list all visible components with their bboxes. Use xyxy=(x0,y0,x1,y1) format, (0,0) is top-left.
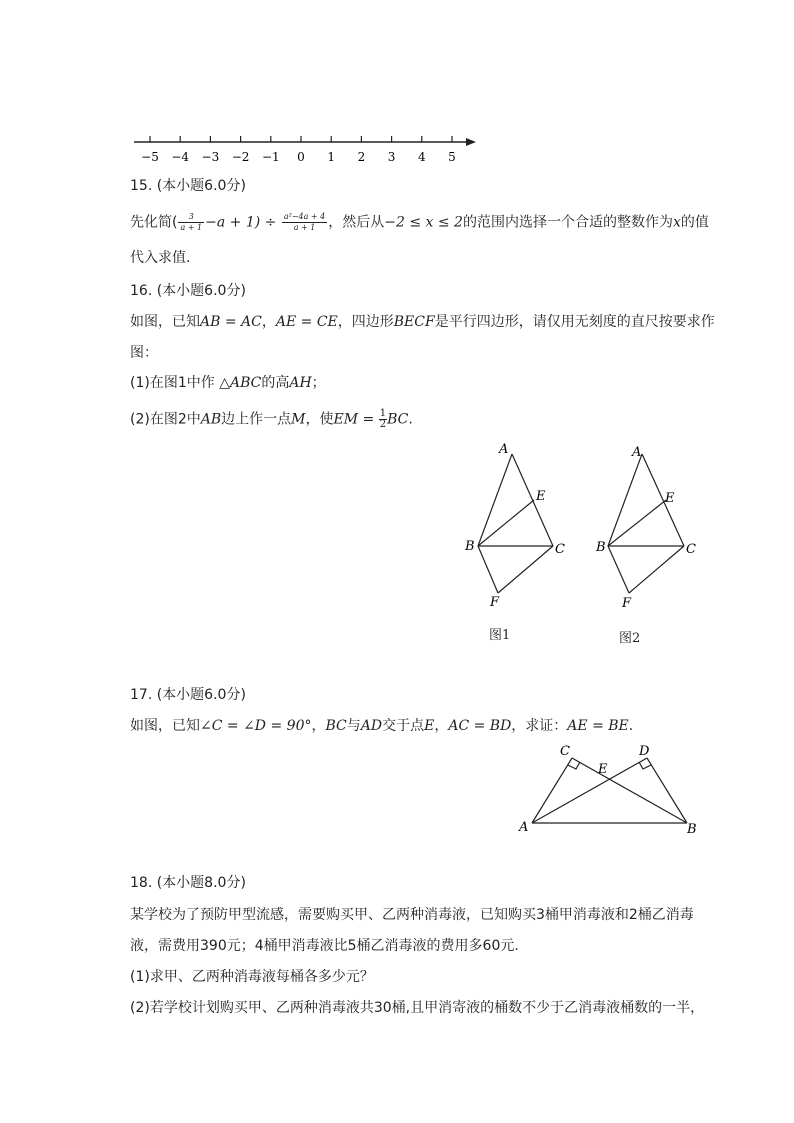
q16-part1: (1)在图1中作 △ABC的高AH； xyxy=(130,375,326,391)
q18-line1: 某学校为了预防甲型流感，需要购买甲、乙两种消毒液，已知购买3桶甲消毒液和2桶乙消毒 xyxy=(130,907,694,923)
fig1-label-a: A xyxy=(499,442,509,457)
half-fraction: $\frac{1}{2}$ xyxy=(379,408,387,430)
q17-line: 如图，已知∠C = ∠D = 90°，BC与AD交于点E，AC = BD，求证：AE = BE. xyxy=(130,718,634,734)
number-line-label: 4 xyxy=(417,150,426,164)
q17-header: 17. (本小题6.0分) xyxy=(130,687,246,703)
number-line-label: 5 xyxy=(448,150,456,164)
q18-line3: (1)求甲、乙两种消毒液每桶各多少元？ xyxy=(130,969,374,985)
q15-line2: 代入求值. xyxy=(130,250,191,266)
fig3-label-b: B xyxy=(687,822,697,837)
fig2-caption: 图2 xyxy=(619,631,641,646)
q17-figure xyxy=(512,738,702,838)
q16-line1: 如图，已知AB = AC，AE = CE，四边形BECF是平行四边形，请仅用无刻度的直尺按要求作 xyxy=(130,314,715,330)
q16-figure-2 xyxy=(592,438,702,613)
fig3-label-d: D xyxy=(639,744,650,759)
q18-line2: 液，需费用390元；4桶甲消毒液比5桶乙消毒液的费用多60元. xyxy=(130,938,519,954)
fig1-label-b: B xyxy=(465,539,475,554)
number-line-label: −1 xyxy=(261,150,280,164)
fig3-label-a: A xyxy=(519,820,529,835)
fig2-label-f: F xyxy=(622,596,632,611)
q15-header: 15. (本小题6.0分) xyxy=(130,178,246,194)
number-line-label: 3 xyxy=(387,150,396,164)
q16-part2: (2)在图2中AB边上作一点M，使EM = $\frac{1}{2}$ BC. xyxy=(130,408,413,430)
fig1-label-c: C xyxy=(555,542,565,557)
number-line-label: −2 xyxy=(231,150,250,164)
fig2-label-a: A xyxy=(632,445,642,460)
number-line-label: 2 xyxy=(357,150,366,164)
fig3-label-e: E xyxy=(598,762,608,777)
fig2-label-b: B xyxy=(596,540,606,555)
fig2-label-e: E xyxy=(665,491,675,506)
fig3-label-c: C xyxy=(560,744,570,759)
q16-figure-1 xyxy=(460,438,570,613)
fig1-caption: 图1 xyxy=(489,628,511,643)
fig1-label-f: F xyxy=(490,595,500,610)
number-line-label: −5 xyxy=(141,150,159,164)
fig1-label-e: E xyxy=(536,489,546,504)
q15-line1: 先化简( $\frac{3}{a + 1}$ −a + 1) ÷ $\frac{\text{a²−4a + 4}}{a + 1}$ ，然后从−2 ≤ x ≤ 2的范围内选择一个合适的整数作为x的值 xyxy=(130,212,709,232)
q15-fraction-1: $\frac{3}{a + 1}$ xyxy=(180,212,203,232)
number-line-label: 1 xyxy=(327,150,336,164)
q16-line2: 图： xyxy=(130,345,158,361)
number-line-label: 0 xyxy=(297,150,305,164)
q16-header: 16. (本小题6.0分) xyxy=(130,283,246,299)
number-line xyxy=(130,130,490,170)
number-line-label: −4 xyxy=(171,150,190,164)
q15-fraction-2: $\frac{\text{a²−4a + 4}}{a + 1}$ xyxy=(283,212,326,232)
q18-header: 18. (本小题8.0分) xyxy=(130,875,246,891)
number-line-label: −3 xyxy=(201,150,220,164)
fig2-label-c: C xyxy=(686,542,696,557)
q18-line4: (2)若学校计划购买甲、乙两种消毒液共30桶,且甲消寄液的桶数不少于乙消毒液桶数的一半， xyxy=(130,1000,705,1016)
